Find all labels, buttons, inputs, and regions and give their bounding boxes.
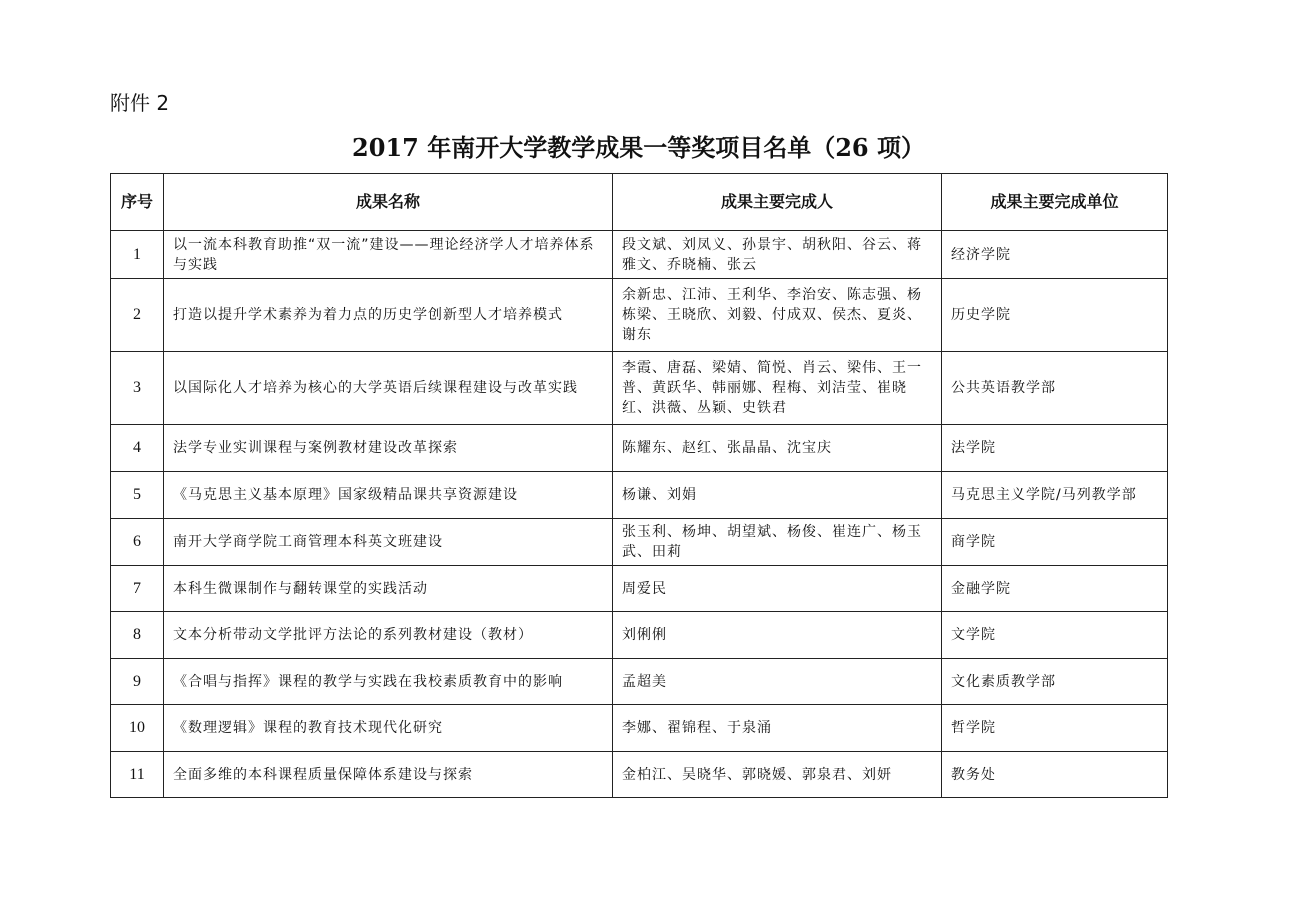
row-index: 2 [111,279,164,352]
row-unit: 商学院 [942,519,1168,566]
header-project-name: 成果名称 [164,174,613,231]
row-project-name: 《马克思主义基本原理》国家级精品课共享资源建设 [164,472,613,519]
row-index: 8 [111,612,164,659]
row-project-name: 全面多维的本科课程质量保障体系建设与探索 [164,752,613,798]
row-contributors: 金柏江、吴晓华、郭晓媛、郭泉君、刘妍 [613,752,942,798]
row-unit: 历史学院 [942,279,1168,352]
row-contributors: 李霞、唐磊、梁婧、简悦、肖云、梁伟、王一普、黄跃华、韩丽娜、程梅、刘洁莹、崔晓红、洪薇、丛颖、史铁君 [613,352,942,425]
award-list-table [110,173,1168,798]
document-title: 2017 年南开大学教学成果一等奖项目名单（26 项） [352,133,925,162]
row-project-name: 以一流本科教育助推“双一流”建设——理论经济学人才培养体系与实践 [164,231,613,279]
row-index: 3 [111,352,164,425]
header-main-unit: 成果主要完成单位 [942,174,1168,231]
table-row [111,231,1168,279]
row-contributors: 陈耀东、赵红、张晶晶、沈宝庆 [613,425,942,472]
row-contributors: 杨谦、刘娟 [613,472,942,519]
table-row [111,472,1168,519]
row-project-name: 以国际化人才培养为核心的大学英语后续课程建设与改革实践 [164,352,613,425]
row-index: 10 [111,705,164,752]
row-index: 6 [111,519,164,566]
row-project-name: 文本分析带动文学批评方法论的系列教材建设（教材） [164,612,613,659]
row-unit: 金融学院 [942,566,1168,612]
table-row [111,705,1168,752]
row-unit: 法学院 [942,425,1168,472]
row-contributors: 段文斌、刘凤义、孙景宇、胡秋阳、谷云、蒋雅文、乔晓楠、张云 [613,231,942,279]
row-index: 4 [111,425,164,472]
table-row [111,279,1168,352]
row-project-name: 本科生微课制作与翻转课堂的实践活动 [164,566,613,612]
attachment-label: 附件 2 [110,91,170,115]
row-index: 5 [111,472,164,519]
table-row [111,566,1168,612]
table-row [111,519,1168,566]
row-project-name: 《合唱与指挥》课程的教学与实践在我校素质教育中的影响 [164,659,613,705]
row-contributors: 周爱民 [613,566,942,612]
table-row [111,352,1168,425]
row-unit: 文化素质教学部 [942,659,1168,705]
table-row [111,752,1168,798]
row-unit: 公共英语教学部 [942,352,1168,425]
header-main-contributors: 成果主要完成人 [613,174,942,231]
row-project-name: 《数理逻辑》课程的教育技术现代化研究 [164,705,613,752]
row-unit: 经济学院 [942,231,1168,279]
row-unit: 哲学院 [942,705,1168,752]
row-index: 1 [111,231,164,279]
row-unit: 马克思主义学院/马列教学部 [942,472,1168,519]
row-unit: 教务处 [942,752,1168,798]
row-index: 11 [111,752,164,798]
row-contributors: 刘俐俐 [613,612,942,659]
row-contributors: 孟超美 [613,659,942,705]
row-contributors: 张玉利、杨坤、胡望斌、杨俊、崔连广、杨玉武、田莉 [613,519,942,566]
row-index: 7 [111,566,164,612]
table-row [111,612,1168,659]
table-row [111,659,1168,705]
row-unit: 文学院 [942,612,1168,659]
header-index: 序号 [111,174,164,231]
row-contributors: 余新忠、江沛、王利华、李治安、陈志强、杨栋梁、王晓欣、刘毅、付成双、侯杰、夏炎、谢东 [613,279,942,352]
row-contributors: 李娜、翟锦程、于泉涌 [613,705,942,752]
row-project-name: 法学专业实训课程与案例教材建设改革探索 [164,425,613,472]
row-index: 9 [111,659,164,705]
row-project-name: 南开大学商学院工商管理本科英文班建设 [164,519,613,566]
table-header-row [111,174,1168,231]
table-row [111,425,1168,472]
row-project-name: 打造以提升学术素养为着力点的历史学创新型人才培养模式 [164,279,613,352]
